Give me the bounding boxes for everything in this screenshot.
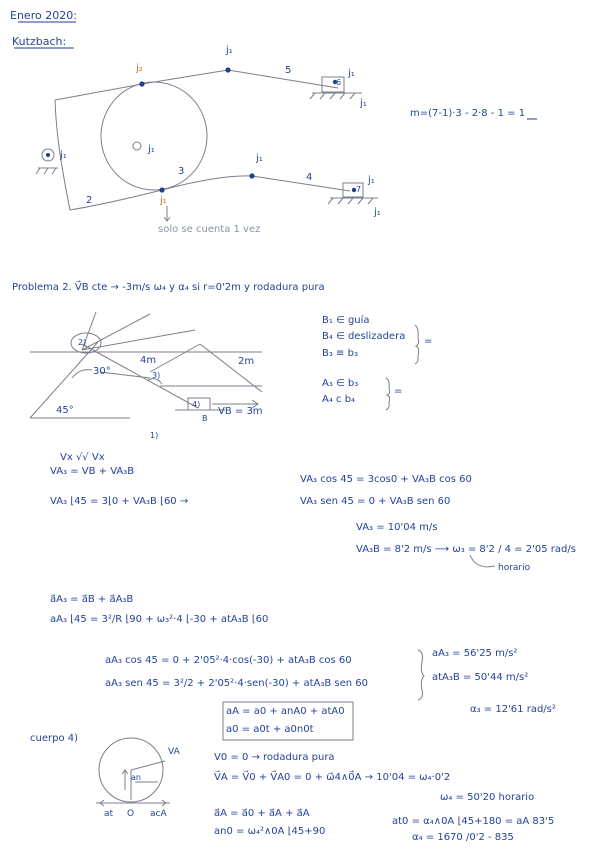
cuerpo-label: cuerpo 4) [30, 733, 79, 744]
fact-line: B₄ ∈ deslizadera [322, 331, 406, 342]
fig-label: 4) [192, 400, 201, 409]
vel-eq2: VA₃ ⌊45 = 3⌊0 + VA₃B ⌊60 → [50, 496, 189, 507]
rod-line: α₄ = 1670 /0'2 - 835 [412, 832, 514, 843]
method-heading: Kutzbach: [12, 35, 67, 48]
vel-eq: VA₃ = VB + VA₃B [50, 466, 135, 477]
acc-sen: aA₃ sen 45 = 3²/2 + 2'05²·4·sen(-30) + atA₃B sen 60 [105, 678, 369, 689]
fact-line: B₁ ∈ guía [322, 315, 370, 326]
rod-line: a⃗A = a⃗0 + a⃗A + a⃗A [214, 808, 310, 819]
joint-label: j₁ [226, 45, 233, 56]
acc-res3: α₃ = 12'61 rad/s² [470, 704, 556, 715]
link-number: 2 [86, 195, 93, 206]
joint-label: j₁ [360, 98, 367, 109]
fig-label: 2) [78, 338, 87, 347]
link-number: 4 [306, 172, 313, 183]
link-left-upper [55, 84, 142, 100]
fig-label: 1) [150, 431, 159, 440]
disc-label: VA [168, 747, 180, 757]
fig-label: 2m [238, 356, 255, 367]
link-4 [252, 176, 350, 191]
fig-label: B [202, 414, 208, 423]
vel-sen: VA₃ sen 45 = 0 + VA₃B sen 60 [300, 496, 451, 507]
fig-label: 4m [140, 355, 157, 366]
joint-label-bottom: j₁ [160, 195, 167, 206]
vel-res1: VA₃ = 10'04 m/s [356, 522, 438, 533]
acc-eq2: aA₃ ⌊45 = 3²/R ⌊90 + ω₃²·4 ⌊-30 + atA₃B ⌊60 [50, 614, 269, 625]
problem-statement: Problema 2. V⃗B cte → -3m/s ω₄ y α₄ si r=0'2m y rodadura pura [12, 282, 325, 293]
rod-line: V⃗A = V⃗0 + V⃗A0 = 0 + ω⃗4∧0⃗A → 10'04 = ω₄·0'2 [214, 772, 451, 783]
fig-label: 3) [152, 371, 161, 380]
acc-res2: atA₃B = 50'44 m/s² [432, 672, 529, 683]
link-number: 7 [356, 185, 362, 194]
link-number: 5 [285, 65, 292, 76]
rod-line: at0 = α₄∧0A ⌊45+180 = aA 83'5 [392, 816, 555, 827]
boxed-eq-2: a0 = a0t + a0n0t [226, 724, 314, 735]
joint-label: j₁ [256, 153, 263, 164]
link-number: 6 [336, 78, 342, 87]
boxed-eq-1: aA = a0 + anA0 + atA0 [226, 706, 345, 717]
fig-label: 45° [56, 405, 74, 416]
link-2 [70, 190, 162, 210]
joint-label: j₁ [368, 175, 375, 186]
fact-line: A₃ ∈ b₃ [322, 378, 359, 389]
joint-label: j₁ [374, 207, 381, 218]
joint-label: j₁ [148, 144, 155, 155]
acc-eq: a⃗A₃ = a⃗B + a⃗A₃B [50, 594, 134, 605]
disc-label: acA [150, 809, 167, 819]
disc-label: O [127, 809, 135, 819]
vel-res2: VA₃B = 8'2 m/s ⟶ ω₃ = 8'2 / 4 = 2'05 rad/s [356, 544, 576, 555]
vel-cos: VA₃ cos 45 = 3cos0 + VA₃B cos 60 [300, 474, 472, 485]
kutzbach-formula: m=(7-1)·3 - 2·8 - 1 = 1 [410, 108, 526, 119]
joint-label: j₁ [348, 68, 355, 79]
rod-line: an0 = ω₄²∧0A ⌊45+90 [214, 826, 326, 837]
link-number: 3 [178, 166, 185, 177]
joint-label: j₂ [136, 63, 143, 74]
disc [101, 82, 207, 190]
horario-note: horario [498, 563, 531, 573]
fact-eq: = [424, 336, 433, 347]
link-3 [162, 176, 252, 190]
acc-cos: aA₃ cos 45 = 0 + 2'05²·4·cos(-30) + atA₃B cos 60 [105, 655, 352, 666]
joint-label: j₁ [60, 150, 67, 161]
fig-label: VB = 3m [218, 406, 263, 417]
fact-eq: = [394, 386, 403, 397]
fact-line: A₄ c b₄ [322, 394, 356, 405]
vel-checks: Vx √√ Vx [60, 452, 105, 463]
fact-line: B₃ ≡ b₃ [322, 348, 358, 359]
disc-label: an [131, 773, 141, 782]
disc-label: at [104, 809, 114, 819]
date-heading: Enero 2020: [10, 9, 77, 22]
fig-label: 30° [93, 366, 111, 377]
rod-line: ω₄ = 50'20 horario [440, 792, 535, 803]
count-note: solo se cuenta 1 vez [158, 224, 261, 235]
acc-res1: aA₃ = 56'25 m/s² [432, 648, 518, 659]
pin-center [133, 142, 141, 150]
rod-line: V0 = 0 → rodadura pura [214, 752, 335, 763]
